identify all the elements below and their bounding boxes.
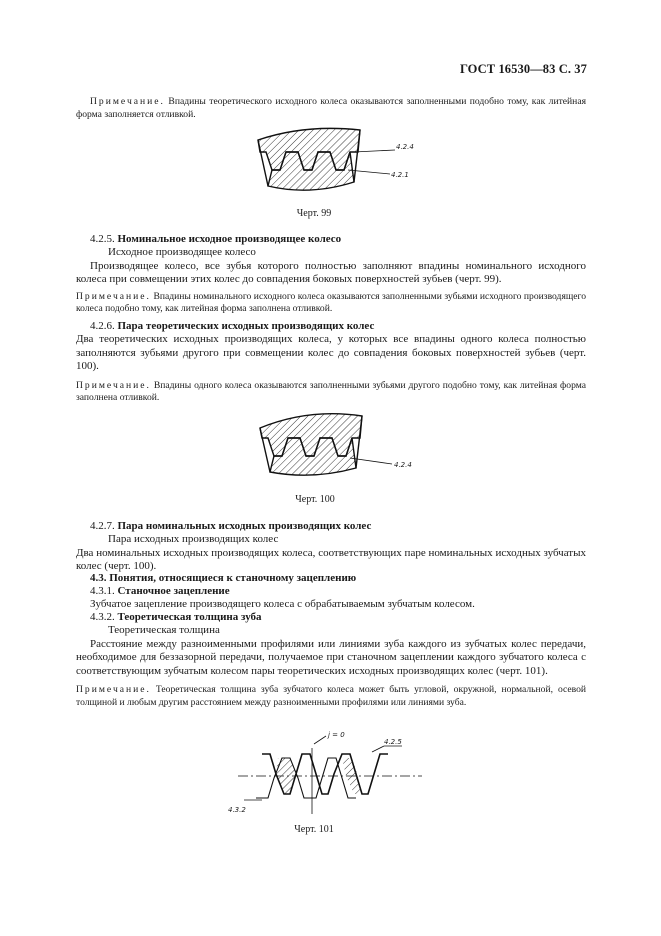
section-number: 4.2.6.: [90, 320, 115, 332]
section-number: 4.3.: [90, 572, 107, 584]
figure-99: [250, 122, 420, 202]
page-header: ГОСТ 16530—83 С. 37: [459, 62, 587, 76]
section-4-3-1: [76, 585, 586, 612]
section-term: Пара исходных производящих колес: [108, 533, 279, 546]
section-4-3: [76, 572, 586, 585]
fig99-label-2: 4.2.1: [391, 171, 409, 179]
note-text: Впадины теоретического исходного колеса оказываются заполненными подобно тому, как литейная форма заполняется отливкой.: [76, 96, 586, 120]
section-term: Исходное производящее колесо: [108, 246, 256, 259]
note-label: Примечание.: [76, 684, 151, 696]
fig100-label-1: 4.2.4: [394, 461, 412, 469]
section-number: 4.2.7.: [90, 520, 115, 532]
section-4-2-5: [76, 233, 586, 316]
section-definition: Зубчатое зацепление производящего колеса с обрабатываемым зубчатым колесом.: [90, 598, 475, 611]
note-1: [76, 96, 586, 122]
section-definition: Производящее колесо, все зубья которого полностью заполняют впадины номинального исходного колеса при совмещении этих колес до совпадения боковых поверхностей зубьев (черт. 99).: [76, 259, 586, 286]
fig101-label-1: 4.2.5: [384, 738, 402, 746]
figure-100: [254, 406, 424, 486]
section-number: 4.2.5.: [90, 233, 115, 245]
wheel-tooth-profile: [256, 758, 356, 798]
section-number: 4.3.1.: [90, 585, 115, 597]
note-label: Примечание.: [76, 290, 151, 302]
section-term: Теоретическая толщина: [108, 624, 220, 637]
section-title: Пара теоретических исходных производящих колес: [117, 320, 375, 332]
section-4-3-2: [76, 611, 586, 710]
section-title: Номинальное исходное производящее колесо: [117, 233, 342, 245]
outer-gear-body: [260, 414, 362, 456]
note-label: Примечание.: [90, 96, 165, 107]
section-title: Понятия, относящиеся к станочному зацеплению: [109, 572, 357, 584]
note-label: Примечание.: [76, 379, 151, 391]
note-text: Теоретическая толщина зуба зубчатого колеса может быть угловой, окружной, нормальной, осевой толщиной и любым другим расстоянием между разноименными профилями или линиями зуба.: [76, 684, 587, 708]
fig101-label-j: j = 0: [328, 731, 345, 739]
section-title: Станочное зацепление: [117, 585, 230, 597]
fig99-caption: Черт. 99: [296, 208, 332, 219]
section-definition: Расстояние между разноименными профилями или линиями зуба каждого из зубчатых колес передачи, необходимое для беззазорной передачи, получаемое при станочном зацеплении каждого зубчатого колеса с соответствующим зубчатым колесом пары теоретических исходных производящих колес (черт. 101).: [76, 637, 586, 677]
section-title: Теоретическая толщина зуба: [117, 611, 262, 623]
section-number: 4.3.2.: [90, 611, 115, 623]
fig101-label-2: 4.3.2: [228, 806, 246, 814]
section-4-2-7: [76, 520, 586, 574]
fig101-caption: Черт. 101: [294, 824, 334, 835]
section-definition: Два номинальных исходных производящих колеса, соответствующих паре номинальных исходных зубчатых колес (черт. 100).: [76, 546, 586, 573]
section-definition: Два теоретических исходных производящих колеса, у которых все впадины одного колеса полностью заполняются зубьями другого при совмещении колес до совпадения боковых поверхностей зубьев (черт. 100).: [76, 333, 586, 373]
note-text: Впадины одного колеса оказываются заполненными зубьями другого подобно тому, как литейная форма заполнена отливкой.: [76, 379, 586, 404]
section-4-2-6: [76, 320, 586, 405]
note-text: Впадины номинального исходного колеса оказываются заполненными зубьями исходного производящего колеса подобно тому, как литейная форма заполнена отливкой.: [76, 290, 586, 315]
fig99-label-1: 4.2.4: [396, 143, 414, 151]
section-title: Пара номинальных исходных производящих колес: [117, 520, 372, 532]
figure-101: [228, 726, 432, 821]
fig100-caption: Черт. 100: [295, 494, 335, 505]
outer-gear-body: [258, 128, 360, 170]
